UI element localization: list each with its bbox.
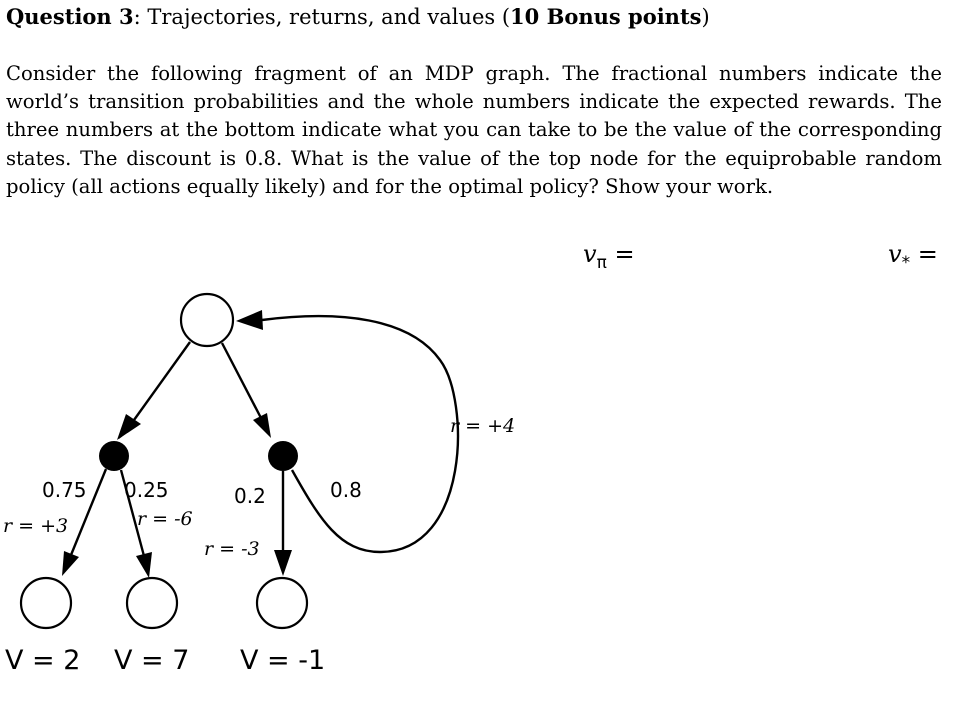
v-star-subscript: *: [901, 252, 911, 273]
question-heading: Question 3: Trajectories, returns, and values (10 Bonus points): [6, 4, 710, 29]
reward-label-right-down: r = -3: [204, 538, 260, 560]
reward-label-left-right: r = -6: [137, 508, 193, 530]
arrowhead-state1: [62, 551, 79, 576]
v-pi-equals: =: [614, 240, 635, 268]
reward-label-left-left: r = +3: [3, 515, 69, 537]
value-label-state1: V = 2: [5, 645, 81, 676]
arrowhead-right-action: [253, 413, 271, 438]
v-pi-subscript: π: [596, 252, 607, 273]
left-action-node: [99, 441, 129, 471]
right-action-node: [268, 441, 298, 471]
prob-label-right-loop: 0.8: [330, 478, 362, 502]
arrowhead-left-action-fill: [117, 414, 141, 440]
state-node-1: [21, 578, 71, 628]
value-label-state3: V = -1: [240, 645, 326, 676]
edge-right-loop-to-top: [262, 316, 458, 552]
prob-label-right-down: 0.2: [234, 484, 266, 508]
arrowhead-state2: [136, 552, 152, 578]
reward-label-loop: r = +4: [450, 415, 516, 437]
state-node-3: [257, 578, 307, 628]
edge-top-to-left-action: [134, 342, 190, 420]
prob-label-left-left: 0.75: [42, 478, 87, 502]
v-star-equals: =: [917, 240, 938, 268]
edge-top-to-right-action: [222, 343, 261, 418]
arrowhead-state3: [274, 550, 292, 576]
v-pi-symbol: v: [583, 240, 597, 268]
mdp-graph: [0, 280, 560, 700]
question-number: Question 3: [6, 4, 134, 29]
question-paragraph: Consider the following fragment of an MDP graph. The fractional numbers indicate the world’s transition probabilities and the whole numbers indicate the expected rewards. The three numbers at the bottom indicate what you can take to be the value of the corresponding states. The discount is 0.8. What is the value of the top node for the equiprobable random policy (all actions equally likely) and for the optimal policy? Show your work.: [6, 62, 942, 198]
bonus-points: 10 Bonus points: [510, 4, 702, 29]
v-star-symbol: v: [888, 240, 902, 268]
v-pi-answer: [583, 240, 635, 273]
value-label-state2: V = 7: [114, 645, 190, 676]
question-title: Trajectories, returns, and values: [147, 5, 496, 29]
v-star-answer: [888, 240, 938, 273]
top-state-node: [181, 294, 233, 346]
state-node-2: [127, 578, 177, 628]
prob-label-left-right: 0.25: [124, 478, 169, 502]
arrowhead-loop: [236, 310, 263, 330]
